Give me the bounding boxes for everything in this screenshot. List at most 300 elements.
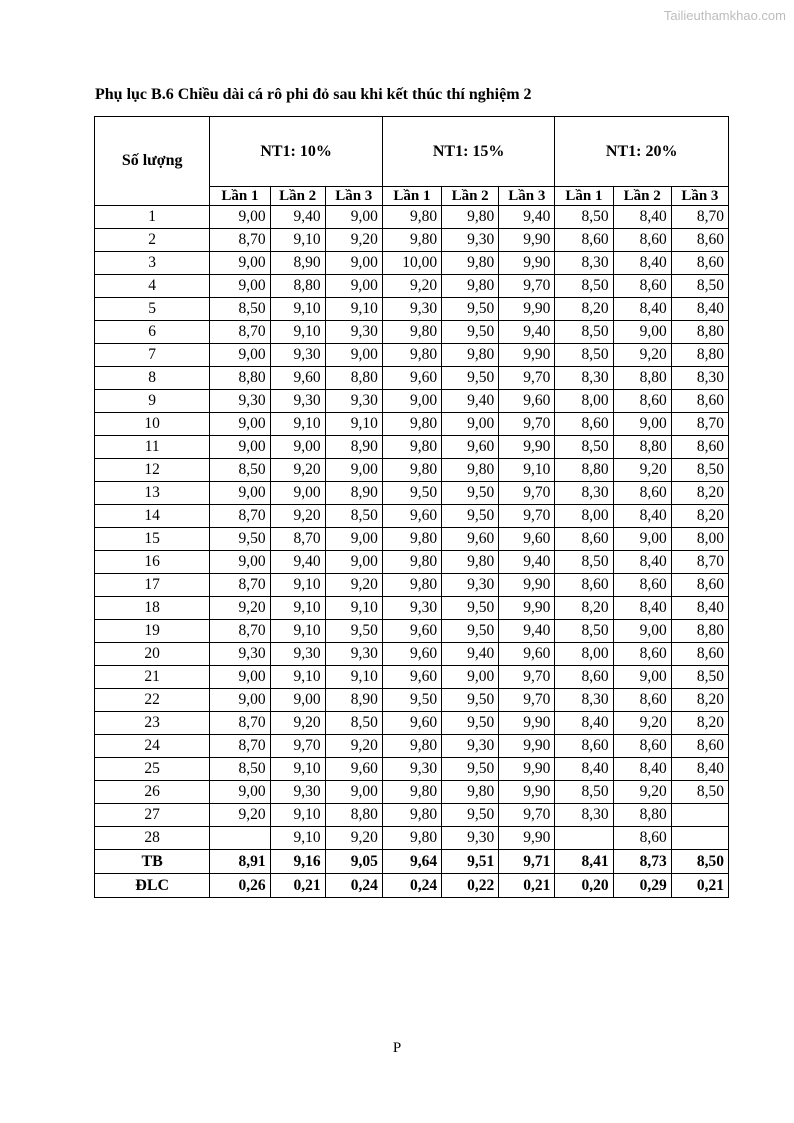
- value-cell: 9,30: [382, 298, 441, 321]
- value-cell: 9,00: [270, 436, 325, 459]
- value-cell: 9,10: [270, 321, 325, 344]
- row-label-cell: 8: [95, 367, 210, 390]
- value-cell: 9,80: [442, 206, 499, 229]
- row-label-cell: 25: [95, 758, 210, 781]
- value-cell: 8,30: [555, 482, 613, 505]
- value-cell: 9,80: [382, 574, 441, 597]
- value-cell: 9,00: [210, 666, 270, 689]
- value-cell: 9,60: [270, 367, 325, 390]
- value-cell: 8,50: [671, 666, 728, 689]
- value-cell: 8,70: [671, 551, 728, 574]
- value-cell: 8,80: [671, 620, 728, 643]
- value-cell: 9,30: [325, 390, 382, 413]
- value-cell: 0,22: [442, 874, 499, 898]
- sub-header-cell: Lần 1: [382, 187, 441, 206]
- value-cell: 9,90: [499, 574, 555, 597]
- table-row: [95, 367, 729, 390]
- value-cell: 8,60: [613, 275, 671, 298]
- table-row: [95, 689, 729, 712]
- row-label-cell: 22: [95, 689, 210, 712]
- value-cell: 9,50: [442, 804, 499, 827]
- value-cell: 8,60: [555, 666, 613, 689]
- value-cell: 8,60: [613, 229, 671, 252]
- value-cell: 9,30: [270, 344, 325, 367]
- value-cell: 9,40: [442, 643, 499, 666]
- value-cell: [671, 804, 728, 827]
- value-cell: 9,51: [442, 850, 499, 874]
- value-cell: 9,00: [325, 781, 382, 804]
- table-row: [95, 459, 729, 482]
- value-cell: 9,30: [270, 390, 325, 413]
- value-cell: 9,00: [325, 252, 382, 275]
- appendix-title: Phụ lục B.6 Chiều dài cá rô phi đỏ sau khi kết thúc thí nghiệm 2: [95, 86, 532, 103]
- value-cell: 8,60: [671, 390, 728, 413]
- table-row: [95, 390, 729, 413]
- value-cell: 9,80: [382, 344, 441, 367]
- sub-header-cell: Lần 3: [325, 187, 382, 206]
- row-label-cell: 12: [95, 459, 210, 482]
- value-cell: 8,60: [555, 528, 613, 551]
- value-cell: 8,60: [613, 390, 671, 413]
- value-cell: 9,50: [442, 321, 499, 344]
- summary-row: [95, 850, 729, 874]
- value-cell: 9,50: [382, 482, 441, 505]
- value-cell: 8,40: [671, 758, 728, 781]
- value-cell: 9,00: [325, 551, 382, 574]
- value-cell: 9,10: [270, 298, 325, 321]
- value-cell: 8,80: [325, 367, 382, 390]
- value-cell: 9,00: [613, 666, 671, 689]
- table-row: [95, 804, 729, 827]
- value-cell: 9,50: [442, 712, 499, 735]
- table-row: [95, 505, 729, 528]
- group-header-row: [95, 117, 729, 187]
- row-label-cell: 17: [95, 574, 210, 597]
- value-cell: 0,24: [382, 874, 441, 898]
- value-cell: 8,00: [671, 528, 728, 551]
- value-cell: 9,40: [499, 551, 555, 574]
- row-label-cell: 9: [95, 390, 210, 413]
- table-row: [95, 436, 729, 459]
- table-row: [95, 229, 729, 252]
- value-cell: 8,50: [555, 344, 613, 367]
- value-cell: 9,20: [270, 505, 325, 528]
- table-row: [95, 528, 729, 551]
- row-label-cell: 28: [95, 827, 210, 850]
- value-cell: 9,00: [325, 459, 382, 482]
- value-cell: 8,20: [555, 298, 613, 321]
- value-cell: 9,20: [325, 735, 382, 758]
- value-cell: 9,90: [499, 436, 555, 459]
- value-cell: 9,00: [442, 666, 499, 689]
- value-cell: 8,00: [555, 505, 613, 528]
- value-cell: 8,50: [671, 275, 728, 298]
- value-cell: 8,50: [325, 712, 382, 735]
- value-cell: 9,60: [382, 367, 441, 390]
- value-cell: 8,40: [555, 758, 613, 781]
- value-cell: 8,60: [671, 574, 728, 597]
- value-cell: 8,50: [555, 275, 613, 298]
- value-cell: 9,10: [270, 574, 325, 597]
- table-row: [95, 735, 729, 758]
- value-cell: 9,90: [499, 781, 555, 804]
- value-cell: 9,50: [442, 505, 499, 528]
- value-cell: 9,70: [499, 666, 555, 689]
- value-cell: 8,40: [613, 505, 671, 528]
- value-cell: 9,05: [325, 850, 382, 874]
- value-cell: 8,50: [671, 459, 728, 482]
- value-cell: 9,70: [499, 413, 555, 436]
- value-cell: 8,30: [555, 804, 613, 827]
- value-cell: 8,70: [210, 620, 270, 643]
- value-cell: 9,40: [442, 390, 499, 413]
- row-label-cell: 1: [95, 206, 210, 229]
- value-cell: 9,00: [210, 252, 270, 275]
- value-cell: 8,60: [613, 735, 671, 758]
- table-row: [95, 827, 729, 850]
- value-cell: 8,60: [613, 689, 671, 712]
- value-cell: 9,10: [325, 413, 382, 436]
- value-cell: 9,00: [270, 689, 325, 712]
- value-cell: 8,40: [613, 597, 671, 620]
- row-label-cell: 26: [95, 781, 210, 804]
- row-label-cell: 15: [95, 528, 210, 551]
- value-cell: 8,50: [210, 459, 270, 482]
- value-cell: 9,50: [442, 597, 499, 620]
- value-cell: 9,50: [325, 620, 382, 643]
- value-cell: 9,30: [442, 735, 499, 758]
- value-cell: 9,90: [499, 712, 555, 735]
- table-row: [95, 482, 729, 505]
- value-cell: 0,24: [325, 874, 382, 898]
- value-cell: 8,60: [613, 574, 671, 597]
- value-cell: 9,00: [382, 390, 441, 413]
- table-row: [95, 344, 729, 367]
- value-cell: 9,70: [270, 735, 325, 758]
- row-label-cell: 20: [95, 643, 210, 666]
- value-cell: 9,70: [499, 505, 555, 528]
- value-cell: 8,60: [671, 252, 728, 275]
- row-label-cell: 21: [95, 666, 210, 689]
- value-cell: 9,60: [382, 712, 441, 735]
- value-cell: 8,50: [210, 758, 270, 781]
- row-label-cell: 16: [95, 551, 210, 574]
- value-cell: 8,40: [671, 298, 728, 321]
- value-cell: 9,30: [325, 643, 382, 666]
- table-row: [95, 275, 729, 298]
- value-cell: 8,80: [210, 367, 270, 390]
- sub-header-cell: Lần 3: [499, 187, 555, 206]
- value-cell: 8,20: [671, 712, 728, 735]
- value-cell: 9,30: [270, 643, 325, 666]
- value-cell: 8,30: [555, 689, 613, 712]
- value-cell: 9,80: [442, 551, 499, 574]
- page-number: P: [392, 1040, 402, 1056]
- value-cell: 8,60: [555, 229, 613, 252]
- value-cell: 9,16: [270, 850, 325, 874]
- value-cell: 9,80: [382, 413, 441, 436]
- value-cell: 9,71: [499, 850, 555, 874]
- row-label-cell: 27: [95, 804, 210, 827]
- value-cell: 9,64: [382, 850, 441, 874]
- value-cell: 8,60: [555, 574, 613, 597]
- sub-header-cell: Lần 2: [613, 187, 671, 206]
- value-cell: 8,73: [613, 850, 671, 874]
- value-cell: 9,00: [325, 275, 382, 298]
- value-cell: 9,00: [210, 436, 270, 459]
- value-cell: 9,50: [442, 758, 499, 781]
- row-label-cell: 14: [95, 505, 210, 528]
- value-cell: 8,70: [210, 735, 270, 758]
- value-cell: 9,00: [270, 482, 325, 505]
- value-cell: 9,90: [499, 827, 555, 850]
- value-cell: 9,70: [499, 482, 555, 505]
- table-row: [95, 712, 729, 735]
- value-cell: 9,80: [382, 781, 441, 804]
- value-cell: 8,30: [671, 367, 728, 390]
- value-cell: 9,40: [499, 321, 555, 344]
- value-cell: 9,80: [382, 206, 441, 229]
- value-cell: 9,80: [382, 528, 441, 551]
- value-cell: 9,90: [499, 735, 555, 758]
- value-cell: 9,90: [499, 252, 555, 275]
- value-cell: 9,00: [325, 528, 382, 551]
- value-cell: 9,80: [382, 321, 441, 344]
- value-cell: 8,30: [555, 252, 613, 275]
- group-header-20: NT1: 20%: [555, 117, 729, 187]
- sub-header-cell: Lần 3: [671, 187, 728, 206]
- value-cell: 8,50: [210, 298, 270, 321]
- value-cell: 9,60: [499, 528, 555, 551]
- value-cell: 9,20: [613, 781, 671, 804]
- row-label-cell: 7: [95, 344, 210, 367]
- row-label-cell: 2: [95, 229, 210, 252]
- value-cell: 9,50: [210, 528, 270, 551]
- value-cell: 9,10: [270, 827, 325, 850]
- value-cell: 9,60: [442, 436, 499, 459]
- value-cell: 9,30: [210, 390, 270, 413]
- value-cell: 8,50: [555, 551, 613, 574]
- value-cell: 9,20: [210, 597, 270, 620]
- value-cell: 9,80: [382, 827, 441, 850]
- sub-header-cell: Lần 2: [442, 187, 499, 206]
- value-cell: 9,60: [325, 758, 382, 781]
- value-cell: 8,40: [613, 551, 671, 574]
- value-cell: 9,80: [442, 781, 499, 804]
- value-cell: 9,50: [442, 689, 499, 712]
- value-cell: 9,00: [210, 344, 270, 367]
- value-cell: 8,20: [555, 597, 613, 620]
- value-cell: 9,40: [499, 206, 555, 229]
- table-row: [95, 298, 729, 321]
- group-header-15: NT1: 15%: [382, 117, 555, 187]
- value-cell: 9,30: [442, 827, 499, 850]
- value-cell: 9,20: [270, 712, 325, 735]
- value-cell: 8,70: [210, 229, 270, 252]
- row-label-cell: 4: [95, 275, 210, 298]
- table-row: [95, 252, 729, 275]
- table-row: [95, 206, 729, 229]
- value-cell: 8,60: [613, 482, 671, 505]
- value-cell: 8,80: [671, 344, 728, 367]
- value-cell: 8,60: [671, 229, 728, 252]
- value-cell: 9,60: [382, 505, 441, 528]
- value-cell: 9,60: [442, 528, 499, 551]
- row-header-cell: Số lượng: [95, 117, 210, 206]
- value-cell: 8,80: [613, 367, 671, 390]
- value-cell: 9,60: [382, 620, 441, 643]
- value-cell: 8,70: [671, 206, 728, 229]
- value-cell: 9,80: [382, 459, 441, 482]
- sub-header-cell: Lần 2: [270, 187, 325, 206]
- value-cell: 8,50: [555, 781, 613, 804]
- value-cell: 9,10: [499, 459, 555, 482]
- value-cell: 0,21: [270, 874, 325, 898]
- value-cell: 8,60: [671, 643, 728, 666]
- summary-body: [95, 850, 729, 898]
- value-cell: 9,10: [270, 413, 325, 436]
- row-label-cell: 13: [95, 482, 210, 505]
- value-cell: 9,50: [442, 367, 499, 390]
- value-cell: 9,20: [613, 459, 671, 482]
- watermark: Tailieuthamkhao.com: [663, 8, 786, 23]
- value-cell: 9,10: [325, 298, 382, 321]
- value-cell: 8,40: [671, 597, 728, 620]
- value-cell: 9,20: [325, 229, 382, 252]
- value-cell: 9,80: [382, 735, 441, 758]
- value-cell: 9,50: [442, 620, 499, 643]
- fish-length-table: [94, 116, 729, 898]
- value-cell: 9,20: [210, 804, 270, 827]
- value-cell: 8,60: [555, 735, 613, 758]
- table-row: [95, 643, 729, 666]
- table-row: [95, 574, 729, 597]
- table-row: [95, 413, 729, 436]
- value-cell: 9,80: [382, 229, 441, 252]
- value-cell: 8,91: [210, 850, 270, 874]
- value-cell: 9,00: [613, 528, 671, 551]
- value-cell: 9,10: [270, 597, 325, 620]
- value-cell: 0,26: [210, 874, 270, 898]
- value-cell: 8,30: [555, 367, 613, 390]
- value-cell: 8,50: [555, 620, 613, 643]
- value-cell: 0,21: [499, 874, 555, 898]
- row-label-cell: 18: [95, 597, 210, 620]
- value-cell: 8,80: [325, 804, 382, 827]
- value-cell: 0,29: [613, 874, 671, 898]
- value-cell: 9,30: [210, 643, 270, 666]
- value-cell: 9,30: [442, 574, 499, 597]
- value-cell: 0,20: [555, 874, 613, 898]
- value-cell: 8,20: [671, 689, 728, 712]
- value-cell: 9,00: [210, 551, 270, 574]
- value-cell: 9,10: [270, 620, 325, 643]
- value-cell: 9,10: [270, 758, 325, 781]
- row-label-cell: 6: [95, 321, 210, 344]
- value-cell: 8,40: [613, 252, 671, 275]
- value-cell: 8,80: [613, 436, 671, 459]
- value-cell: 9,60: [499, 390, 555, 413]
- value-cell: 9,00: [613, 620, 671, 643]
- value-cell: 8,80: [555, 459, 613, 482]
- value-cell: 9,70: [499, 275, 555, 298]
- value-cell: 9,50: [442, 298, 499, 321]
- value-cell: 9,30: [270, 781, 325, 804]
- value-cell: 8,80: [671, 321, 728, 344]
- value-cell: 8,90: [270, 252, 325, 275]
- value-cell: 9,00: [210, 413, 270, 436]
- value-cell: [210, 827, 270, 850]
- value-cell: 8,40: [613, 298, 671, 321]
- row-label-cell: 23: [95, 712, 210, 735]
- value-cell: 9,40: [270, 206, 325, 229]
- row-label-cell: 3: [95, 252, 210, 275]
- value-cell: 8,70: [270, 528, 325, 551]
- value-cell: 9,20: [613, 344, 671, 367]
- value-cell: 8,70: [210, 574, 270, 597]
- value-cell: 8,60: [613, 827, 671, 850]
- value-cell: 9,90: [499, 344, 555, 367]
- value-cell: 8,00: [555, 643, 613, 666]
- value-cell: 9,00: [442, 413, 499, 436]
- value-cell: 8,80: [613, 804, 671, 827]
- value-cell: 9,70: [499, 367, 555, 390]
- value-cell: 8,20: [671, 505, 728, 528]
- value-cell: 0,21: [671, 874, 728, 898]
- table-row: [95, 666, 729, 689]
- row-label-cell: 10: [95, 413, 210, 436]
- value-cell: 9,40: [270, 551, 325, 574]
- value-cell: 9,10: [270, 229, 325, 252]
- value-cell: 8,70: [671, 413, 728, 436]
- value-cell: 9,10: [270, 804, 325, 827]
- value-cell: 9,50: [382, 689, 441, 712]
- value-cell: 9,80: [442, 275, 499, 298]
- value-cell: 9,30: [382, 597, 441, 620]
- value-cell: 9,00: [325, 344, 382, 367]
- value-cell: 8,90: [325, 689, 382, 712]
- value-cell: [555, 827, 613, 850]
- value-cell: 9,20: [270, 459, 325, 482]
- value-cell: 8,40: [613, 206, 671, 229]
- value-cell: 8,50: [555, 436, 613, 459]
- summary-row: [95, 874, 729, 898]
- value-cell: 9,80: [382, 804, 441, 827]
- value-cell: 9,00: [210, 206, 270, 229]
- value-cell: 8,70: [210, 321, 270, 344]
- value-cell: 8,40: [555, 712, 613, 735]
- value-cell: 9,30: [442, 229, 499, 252]
- value-cell: 8,90: [325, 482, 382, 505]
- value-cell: 9,10: [325, 666, 382, 689]
- value-cell: 8,41: [555, 850, 613, 874]
- value-cell: 9,10: [270, 666, 325, 689]
- value-cell: 9,60: [499, 643, 555, 666]
- value-cell: 9,80: [442, 344, 499, 367]
- value-cell: 8,90: [325, 436, 382, 459]
- row-label-cell: 5: [95, 298, 210, 321]
- value-cell: 9,30: [382, 758, 441, 781]
- value-cell: 8,00: [555, 390, 613, 413]
- value-cell: 8,50: [671, 781, 728, 804]
- value-cell: 9,90: [499, 597, 555, 620]
- value-cell: 9,30: [325, 321, 382, 344]
- value-cell: 9,00: [210, 689, 270, 712]
- value-cell: 9,90: [499, 229, 555, 252]
- value-cell: 9,20: [325, 827, 382, 850]
- table-row: [95, 321, 729, 344]
- value-cell: 8,40: [613, 758, 671, 781]
